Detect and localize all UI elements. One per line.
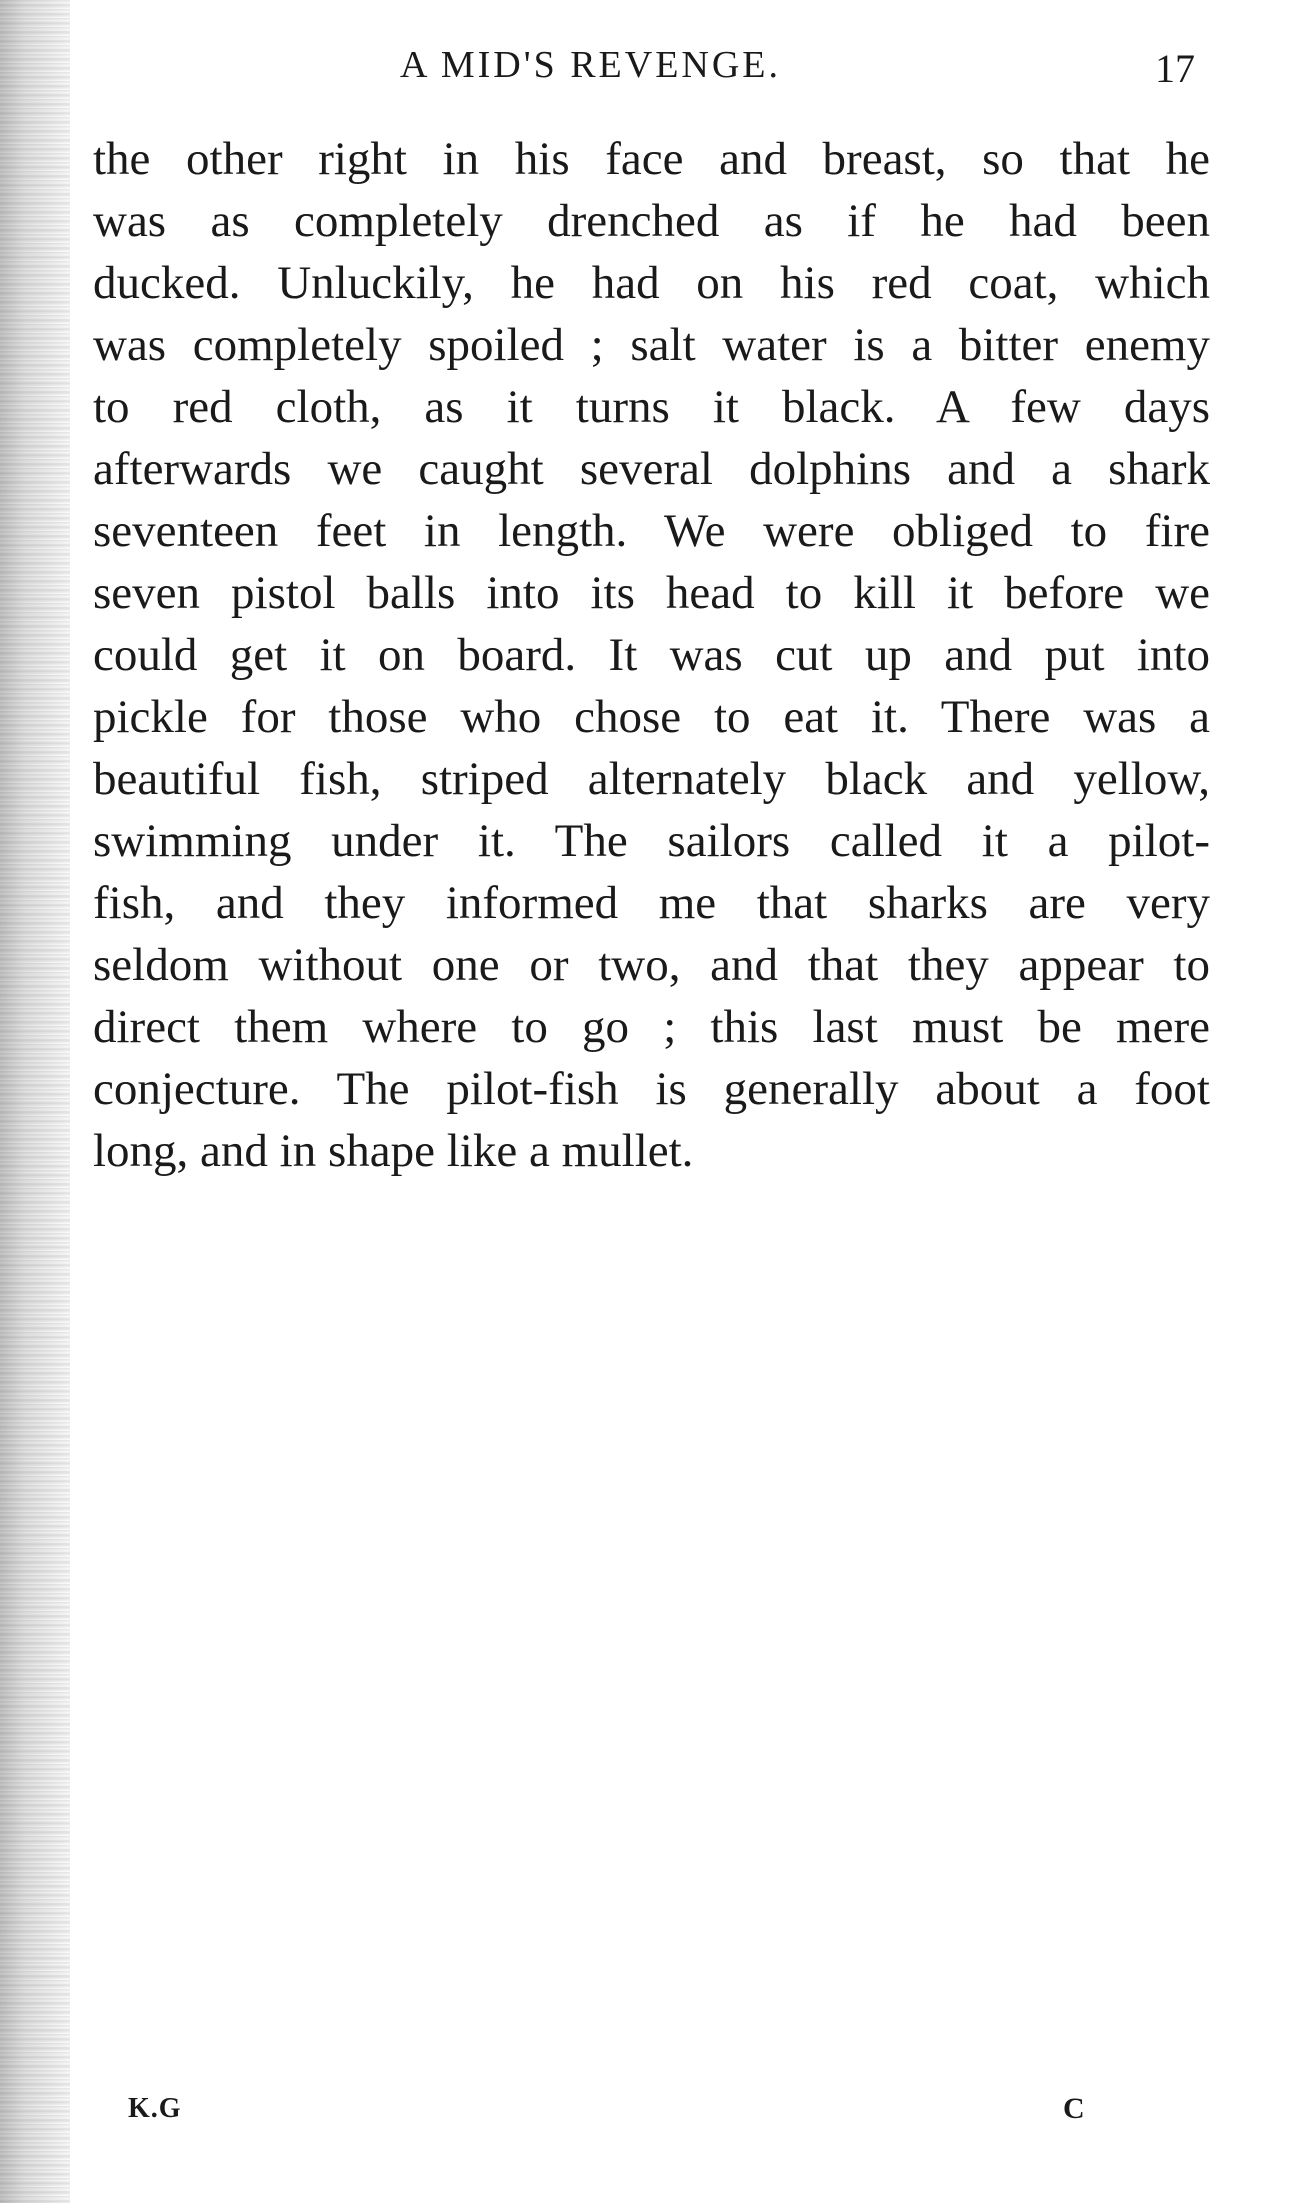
running-title: A MID'S REVENGE. — [400, 44, 782, 86]
text-line: beautiful fish, striped alternately black and yellow, — [93, 753, 1210, 805]
text-line: direct them where to go ; this last must be mere — [93, 1001, 1210, 1053]
text-line: swimming under it. The sailors called it a pilot- — [93, 815, 1210, 867]
text-line: was as completely drenched as if he had been — [93, 195, 1210, 247]
text-line: afterwards we caught several dolphins and a shark — [93, 443, 1210, 495]
text-line: ducked. Unluckily, he had on his red coat, which — [93, 257, 1210, 309]
text-line: seldom without one or two, and that they appear to — [93, 939, 1210, 991]
body-text — [93, 128, 1210, 1182]
running-head — [0, 40, 1297, 90]
signature-letter: C — [1063, 2092, 1085, 2125]
text-line: seven pistol balls into its head to kill it before we — [93, 567, 1210, 619]
text-line: long, and in shape like a mullet. — [93, 1125, 694, 1177]
text-line: pickle for those who chose to eat it. There was a — [93, 691, 1210, 743]
signature-mark: K.G — [128, 2093, 182, 2124]
text-line: fish, and they informed me that sharks are very — [93, 877, 1210, 929]
text-line: to red cloth, as it turns it black. A few days — [93, 381, 1210, 433]
text-line: seventeen feet in length. We were obliged to fire — [93, 505, 1210, 557]
page-number: 17 — [1155, 46, 1195, 91]
text-line: conjecture. The pilot-fish is generally about a foot — [93, 1063, 1210, 1115]
page-edge-shadow — [0, 0, 70, 2203]
text-line: was completely spoiled ; salt water is a bitter enemy — [93, 319, 1210, 371]
text-line: could get it on board. It was cut up and put into — [93, 629, 1210, 681]
text-line: the other right in his face and breast, so that he — [93, 133, 1210, 185]
